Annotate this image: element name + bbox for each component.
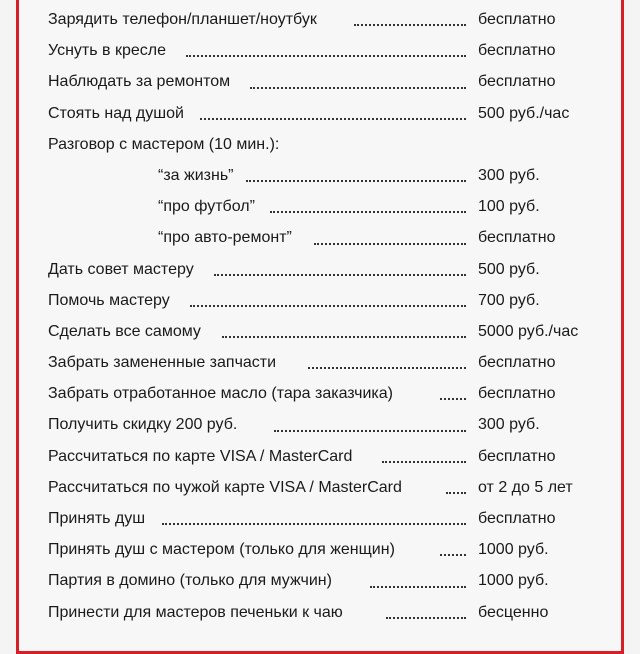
service-label: Помочь мастеру [48,291,170,309]
service-label: “про авто-ремонт” [158,229,292,247]
price-row [48,565,628,596]
service-label: Сделать все самому [48,322,201,340]
dot-leader [200,118,466,120]
service-price: 700 руб. [478,291,540,309]
price-row [48,4,628,35]
price-row [48,35,628,66]
dot-leader [214,274,466,276]
service-price: бесплатно [478,354,556,372]
service-group-label: Разговор с мастером (10 мин.): [48,135,280,153]
service-price: бесплатно [478,229,556,247]
service-price: 300 руб. [478,166,540,184]
service-label: Стоять над душой [48,104,184,122]
dot-leader [186,55,466,57]
service-label: Наблюдать за ремонтом [48,73,231,91]
price-row [48,378,628,409]
service-label: “за жизнь” [158,166,234,184]
price-row [48,347,628,378]
dot-leader [386,617,466,619]
dot-leader [222,336,466,338]
service-label: Принести для мастеров печеньки к чаю [48,603,343,621]
price-row [48,191,628,222]
service-price: бесплатно [478,385,556,403]
dot-leader [246,180,466,182]
price-list [48,4,628,628]
service-price: от 2 до 5 лет [478,478,573,496]
service-price: бесценно [478,603,549,621]
price-row [48,66,628,97]
service-label: Партия в домино (только для мужчин) [48,572,332,590]
service-label: Дать совет мастеру [48,260,194,278]
service-label: “про футбол” [158,198,255,216]
dot-leader [446,492,466,494]
dot-leader [440,398,466,400]
dot-leader [440,554,466,556]
dot-leader [314,243,466,245]
service-price: 300 руб. [478,416,540,434]
dot-leader [370,586,466,588]
dot-leader [270,211,466,213]
service-label: Получить скидку 200 руб. [48,416,238,434]
price-row [48,409,628,440]
service-label: Рассчитаться по карте VISA / MasterCard [48,447,353,465]
price-row [48,160,628,191]
dot-leader [274,430,466,432]
price-row [48,503,628,534]
dot-leader [162,523,466,525]
price-row [48,597,628,628]
service-label: Забрать замененные запчасти [48,354,277,372]
service-price: 500 руб. [478,260,540,278]
dot-leader [354,24,466,26]
service-price: 1000 руб. [478,572,549,590]
service-label: Забрать отработанное масло (тара заказчика) [48,385,393,403]
service-label: Зарядить телефон/планшет/ноутбук [48,11,317,28]
service-price: 1000 руб. [478,541,549,559]
service-price: бесплатно [478,73,556,91]
service-price: бесплатно [478,42,556,60]
price-row [48,98,628,129]
dot-leader [308,367,466,369]
dot-leader [190,305,466,307]
service-price: бесплатно [478,11,556,28]
service-label: Рассчитаться по чужой карте VISA / MasterCard [48,478,402,496]
price-row [48,534,628,565]
service-label: Уснуть в кресле [48,42,167,60]
price-row [48,285,628,316]
price-row [48,441,628,472]
service-label: Принять душ [48,510,146,527]
service-label: Принять душ с мастером (только для женщин) [48,541,395,559]
price-row [48,222,628,253]
price-row [48,472,628,503]
price-row [48,254,628,285]
service-price: бесплатно [478,510,556,527]
service-price: 500 руб./час [478,104,570,122]
service-price: 5000 руб./час [478,322,579,340]
dot-leader [382,461,466,463]
price-row-heading [48,129,628,160]
service-price: 100 руб. [478,198,540,216]
price-row [48,316,628,347]
dot-leader [250,87,466,89]
service-price: бесплатно [478,447,556,465]
